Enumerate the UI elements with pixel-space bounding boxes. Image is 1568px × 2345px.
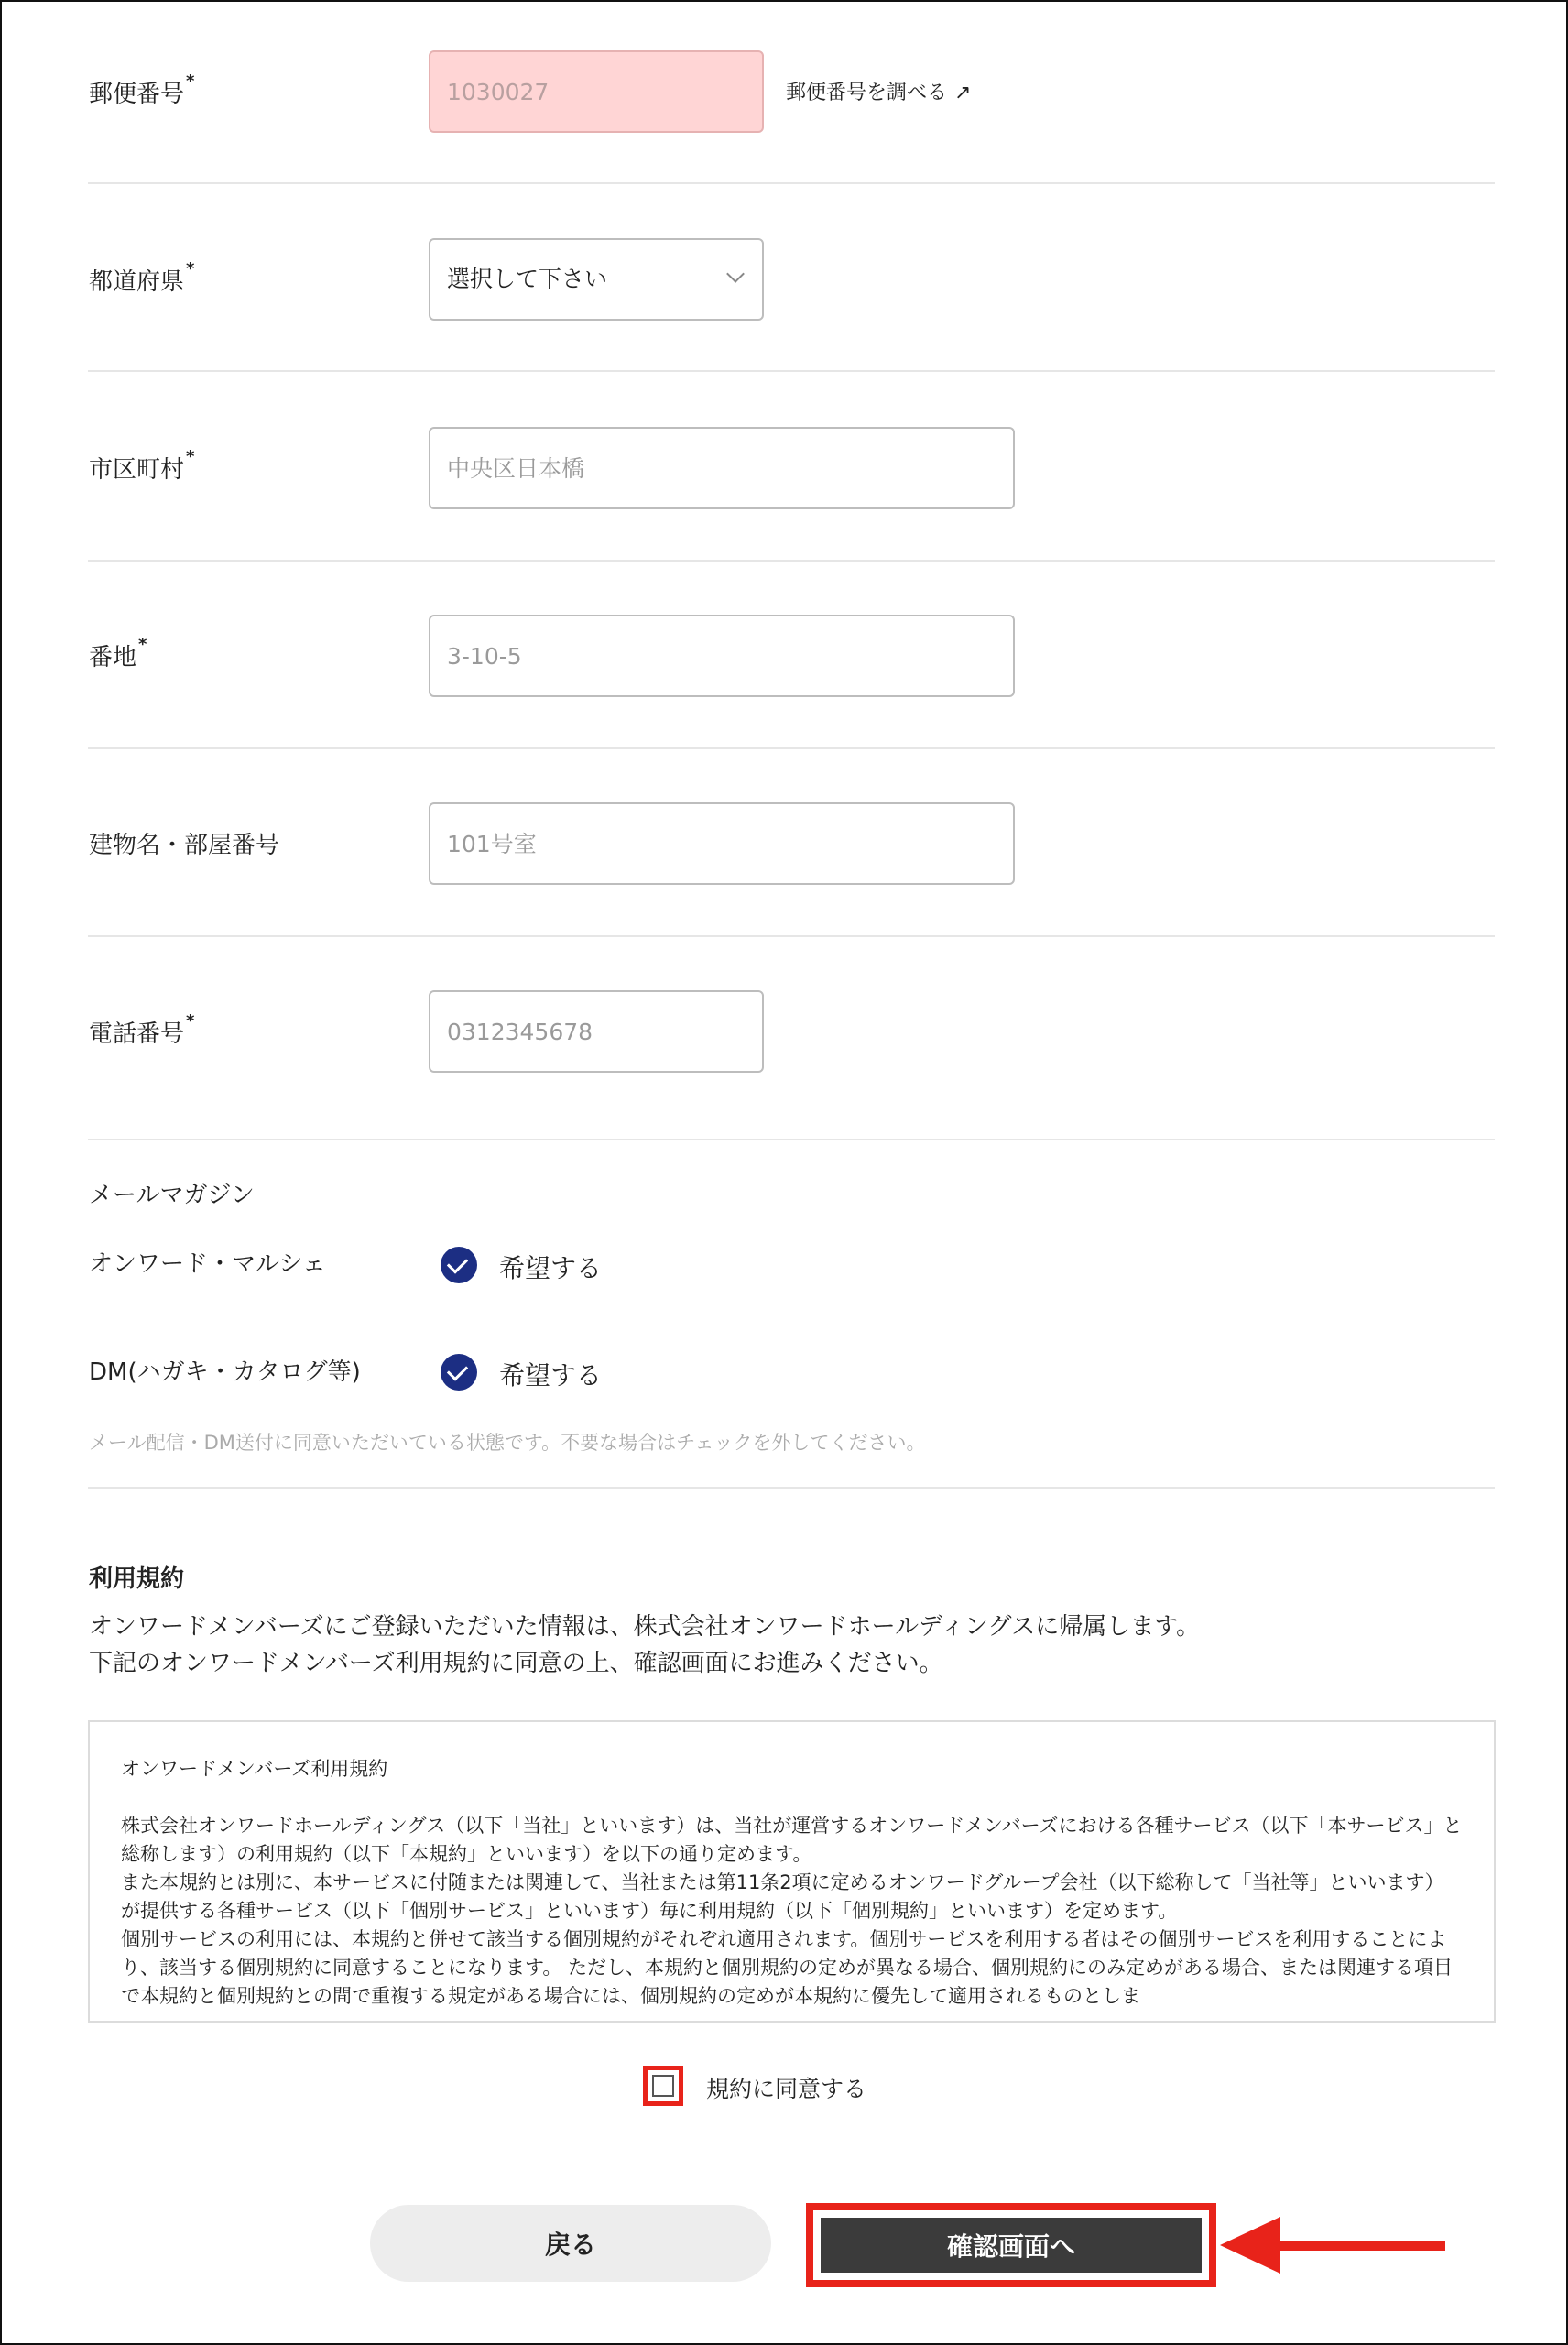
postal-code-input[interactable] bbox=[429, 50, 764, 133]
terms-heading: 利用規約 bbox=[89, 1565, 185, 1593]
building-label: 建物名・部屋番号 bbox=[89, 832, 280, 859]
agree-label[interactable]: 規約に同意する bbox=[706, 2076, 867, 2102]
marche-choice-label[interactable]: 希望する bbox=[499, 1253, 603, 1283]
city-label: 市区町村 * bbox=[89, 447, 195, 484]
phone-input[interactable] bbox=[429, 990, 764, 1073]
phone-label: 電話番号 * bbox=[89, 1011, 195, 1048]
red-arrow-annotation bbox=[1218, 2215, 1447, 2275]
address-label: 番地 * bbox=[89, 635, 147, 671]
terms-box-title: オンワードメンバーズ利用規約 bbox=[121, 1758, 388, 1780]
terms-paragraph: また本規約とは別に、本サービスに付随または関連して、当社または第11条2項に定めるオンワードグループ会社（以下総称して「当社等」といいます）が提供する各種サービス（以下「個別サービス」といいます）毎に利用規約（以下「個別規約」といいます）を定めます。 bbox=[121, 1871, 1444, 1922]
external-link-icon: ↗ bbox=[954, 82, 972, 104]
terms-scroll-box[interactable] bbox=[88, 1720, 1496, 2023]
dm-checkbox[interactable] bbox=[441, 1354, 477, 1391]
option-marche-label: オンワード・マルシェ bbox=[89, 1250, 326, 1278]
terms-intro: オンワードメンバーズにご登録いただいた情報は、株式会社オンワードホールディングスに帰属します。 下記のオンワードメンバーズ利用規約に同意の上、確認画面にお進みください。 bbox=[89, 1613, 1201, 1677]
chevron-down-icon bbox=[726, 265, 745, 283]
back-button[interactable]: 戻る bbox=[370, 2205, 771, 2282]
confirm-button-highlight bbox=[806, 2203, 1216, 2287]
marche-checkbox[interactable] bbox=[441, 1247, 477, 1283]
postal-lookup-link[interactable]: 郵便番号を調べる ↗ bbox=[786, 82, 972, 104]
divider bbox=[88, 935, 1495, 937]
divider bbox=[88, 370, 1495, 372]
divider bbox=[88, 1139, 1495, 1140]
option-dm-label: DM(ハガキ・カタログ等) bbox=[89, 1358, 361, 1386]
prefecture-label: 都道府県 * bbox=[89, 259, 195, 296]
agree-checkbox[interactable] bbox=[643, 2066, 683, 2106]
terms-paragraph: 個別サービスの利用には、本規約と併せて該当する個別規約がそれぞれ適用されます。個別サービスを利用する者はその個別サービスを利用することにより、該当する個別規約に同意することになります。 ただし、本規約と個別規約の定めが異なる場合、個別規約にのみ定めがある場合、または関連する項目で本規約と個別規約との間で重複する規定がある場合には、個別規約の定めが本規約に優先して適用されるものとしま bbox=[121, 1928, 1453, 2007]
divider bbox=[88, 560, 1495, 562]
city-input[interactable] bbox=[429, 427, 1015, 509]
divider bbox=[88, 1487, 1495, 1489]
terms-paragraph: 株式会社オンワードホールディングス（以下「当社」といいます）は、当社が運営するオンワードメンバーズにおける各種サービス（以下「本サービス」と総称します）の利用規約（以下「本規約」といいます）を以下の通り定めます。 bbox=[121, 1815, 1463, 1865]
mail-note: メール配信・DM送付に同意いただいている状態です。不要な場合はチェックを外してください。 bbox=[89, 1432, 926, 1454]
confirm-button[interactable]: 確認画面へ bbox=[821, 2218, 1202, 2273]
divider bbox=[88, 182, 1495, 184]
dm-choice-label[interactable]: 希望する bbox=[499, 1360, 603, 1391]
mail-magazine-title: メールマガジン bbox=[89, 1182, 255, 1209]
address-input[interactable] bbox=[429, 615, 1015, 697]
prefecture-select[interactable]: 選択して下さい bbox=[429, 238, 764, 321]
building-input[interactable] bbox=[429, 802, 1015, 885]
postal-label: 郵便番号 * bbox=[89, 71, 195, 108]
divider bbox=[88, 747, 1495, 749]
